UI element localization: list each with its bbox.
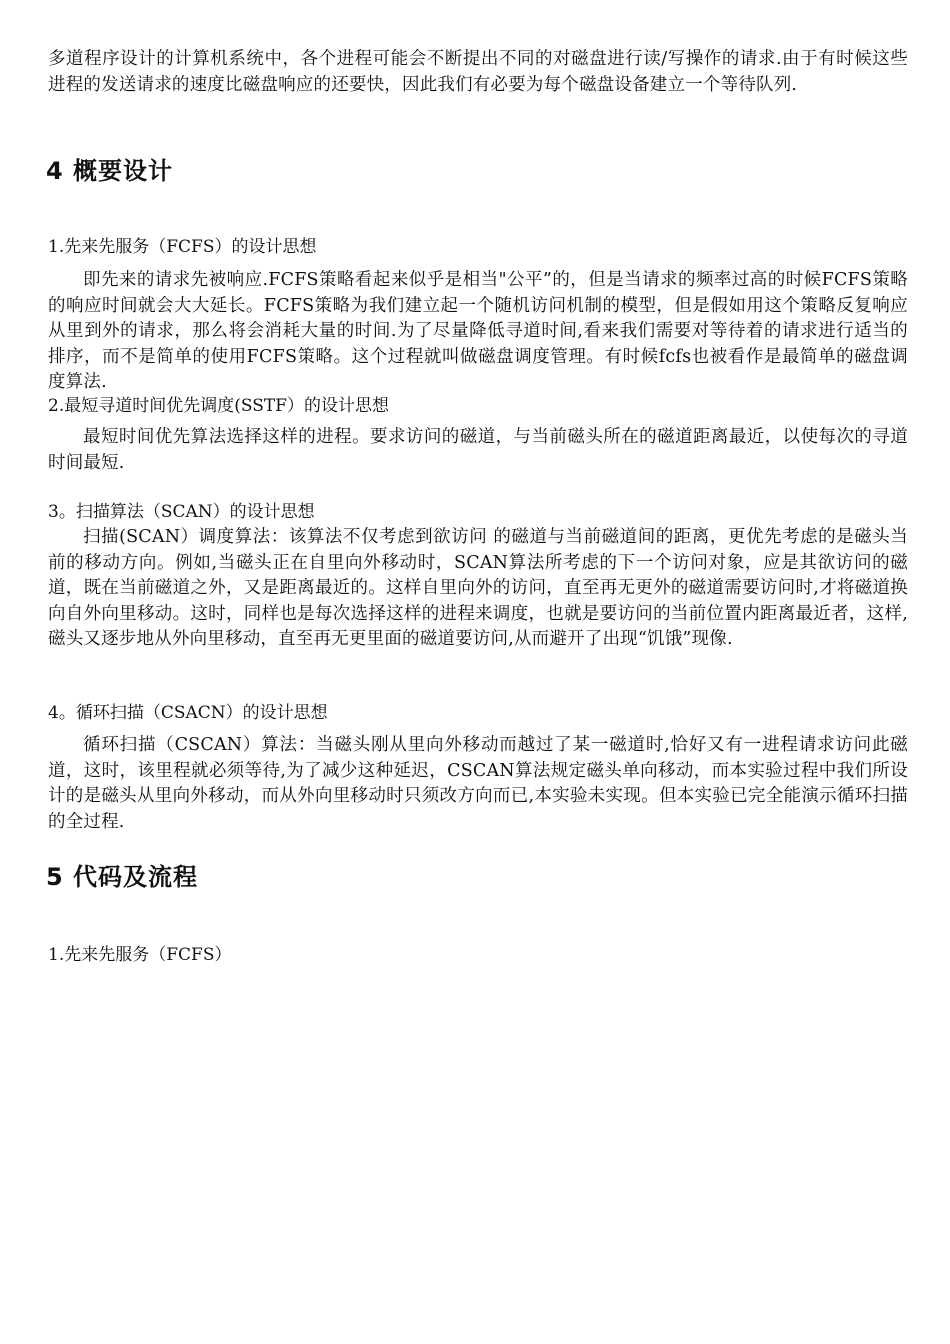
cscan-design-body: 循环扫描（CSCAN）算法：当磁头刚从里向外移动而越过了某一磁道时,恰好又有一进程请求访问此磁道，这时，该里程就必须等待,为了减少这种延迟，CSCAN算法规定磁头单向移动，而本实验过程中我们所设计的是磁头从里向外移动，而从外向里移动时只须改方向而已,本实验未实现。但本实验已完全能演示循环扫描的全过程. [48, 735, 908, 832]
scan-design-body: 扫描(SCAN）调度算法：该算法不仅考虑到欲访问 的磁道与当前磁道间的距离，更优先考虑的是磁头当前的移动方向。例如,当磁头正在自里向外移动时，SCAN算法所考虑的下一个访问对象，应是其欲访问的磁道，既在当前磁道之外，又是距离最近的。这样自里向外的访问，直至再无更外的磁道需要访问时,才将磁道换向自外向里移动。这时，同样也是每次选择这样的进程来调度，也就是要访问的当前位置内距离最近者，这样,磁头又逐步地从外向里移动，直至再无更里面的磁道要访问,从而避开了出现“饥饿”现像. [48, 527, 908, 649]
cscan-design-title: 4。循环扫描（CSACN）的设计思想 [48, 703, 328, 723]
section-4-heading: 4 概要设计 [46, 157, 174, 185]
fcfs-code-title: 1.先来先服务（FCFS） [48, 945, 232, 965]
sstf-design-body: 最短时间优先算法选择这样的进程。要求访问的磁道，与当前磁头所在的磁道距离最近，以使每次的寻道时间最短. [48, 427, 908, 473]
sstf-design-title: 2.最短寻道时间优先调度(SSTF）的设计思想 [48, 396, 389, 416]
fcfs-design-body: 即先来的请求先被响应.FCFS策略看起来似乎是相当"公平”的，但是当请求的频率过高的时候FCFS策略的响应时间就会大大延长。FCFS策略为我们建立起一个随机访问机制的模型，但是假如用这个策略反复响应从里到外的请求，那么将会消耗大量的时间.为了尽量降低寻道时间,看来我们需要对等待着的请求进行适当的排序，而不是简单的使用FCFS策略。这个过程就叫做磁盘调度管理。有时候fcfs也被看作是最简单的磁盘调度算法. [48, 270, 908, 392]
intro-paragraph: 多道程序设计的计算机系统中，各个进程可能会不断提出不同的对磁盘进行读/写操作的请求.由于有时候这些进程的发送请求的速度比磁盘响应的还要快，因此我们有必要为每个磁盘设备建立一个等待队列. [48, 49, 908, 95]
fcfs-design-title: 1.先来先服务（FCFS）的设计思想 [48, 237, 317, 257]
section-5-heading: 5 代码及流程 [46, 863, 199, 891]
scan-design-title: 3。扫描算法（SCAN）的设计思想 [48, 502, 315, 522]
